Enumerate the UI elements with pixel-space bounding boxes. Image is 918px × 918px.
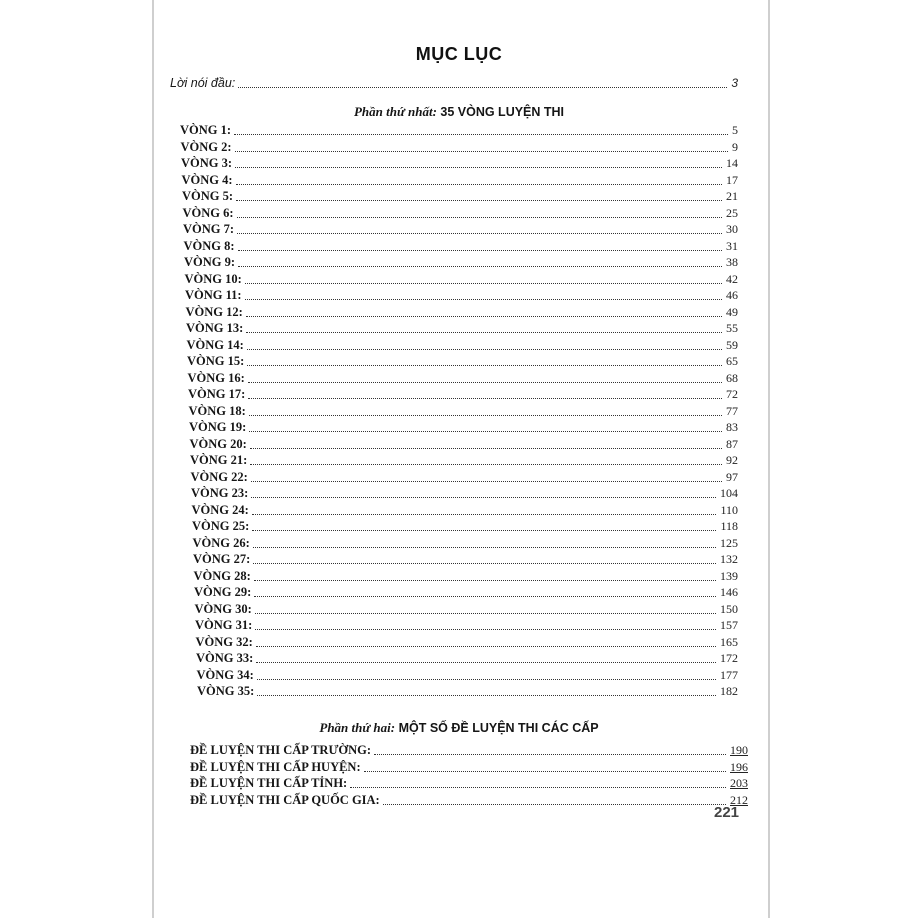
toc-exam-entry	[190, 776, 748, 790]
toc-exam-entry	[190, 743, 748, 757]
dot-leader	[237, 223, 722, 234]
toc-round-entry	[187, 354, 738, 368]
toc-round-page-number: 118	[720, 519, 738, 533]
toc-round-entry	[194, 585, 738, 599]
intro-page-number: 3	[731, 76, 738, 90]
toc-round-label: VÒNG 35:	[197, 684, 255, 698]
toc-round-label: VÒNG 4:	[181, 172, 233, 187]
toc-round-page-number: 146	[720, 585, 738, 599]
toc-round-entry	[183, 222, 738, 236]
toc-round-label: VÒNG 30:	[194, 601, 252, 616]
toc-round-label: VÒNG 21:	[190, 453, 248, 467]
toc-round-entry	[181, 140, 739, 154]
toc-round-page-number: 157	[720, 618, 738, 632]
dot-leader	[245, 273, 722, 284]
dot-leader	[238, 240, 722, 251]
toc-exam-entry	[190, 760, 748, 774]
toc-round-entry	[193, 536, 739, 550]
toc-round-label: VÒNG 24:	[191, 502, 249, 517]
toc-round-label: VÒNG 22:	[190, 469, 248, 484]
toc-round-page-number: 165	[720, 634, 738, 649]
toc-round-label: VÒNG 1:	[180, 123, 232, 137]
toc-round-label: VÒNG 12:	[185, 304, 243, 319]
part-one-separator: :	[432, 104, 437, 119]
toc-round-label: VÒNG 3:	[181, 156, 233, 170]
toc-round-label: VÒNG 29:	[194, 585, 252, 599]
toc-round-entry	[191, 486, 738, 500]
toc-round-page-number: 42	[726, 271, 738, 286]
dot-leader	[249, 405, 722, 416]
dot-leader	[235, 141, 728, 152]
dot-leader	[374, 744, 726, 755]
toc-round-page-number: 30	[726, 222, 738, 236]
dot-leader	[250, 454, 722, 465]
toc-round-label: VÒNG 23:	[191, 486, 249, 500]
dot-leader	[238, 77, 727, 88]
page-right-edge	[768, 0, 770, 918]
dot-leader	[251, 471, 722, 482]
intro-entry	[170, 76, 738, 90]
toc-round-page-number: 172	[720, 651, 738, 665]
toc-round-label: VÒNG 27:	[193, 552, 251, 566]
toc-round-label: VÒNG 33:	[196, 651, 254, 665]
dot-leader	[256, 636, 716, 647]
dot-leader	[248, 388, 722, 399]
toc-round-page-number: 72	[726, 387, 738, 401]
dot-leader	[249, 421, 722, 432]
dot-leader	[250, 438, 722, 449]
toc-round-label: VÒNG 10:	[184, 271, 242, 286]
toc-round-page-number: 17	[726, 172, 738, 187]
dot-leader	[234, 124, 728, 135]
dot-leader	[252, 520, 716, 531]
toc-round-entry	[192, 503, 739, 517]
dot-leader	[251, 487, 716, 498]
toc-round-label: VÒNG 14:	[186, 337, 244, 352]
toc-round-page-number: 182	[720, 684, 738, 698]
toc-round-label: VÒNG 26:	[192, 535, 250, 550]
dot-leader	[350, 777, 726, 788]
dot-leader	[257, 685, 716, 696]
toc-round-page-number: 25	[726, 205, 738, 220]
toc-round-label: VÒNG 20:	[189, 436, 247, 451]
toc-round-entry	[197, 668, 739, 682]
toc-round-page-number: 5	[732, 123, 738, 137]
toc-round-label: VÒNG 11:	[185, 288, 242, 302]
toc-round-label: VÒNG 5:	[182, 189, 234, 203]
dot-leader	[254, 586, 716, 597]
toc-round-label: VÒNG 16:	[187, 370, 245, 385]
toc-round-entry	[191, 470, 739, 484]
toc-round-page-number: 68	[726, 370, 738, 385]
toc-round-entry	[190, 453, 738, 467]
toc-round-page-number: 110	[720, 502, 738, 517]
toc-round-entry	[192, 519, 738, 533]
toc-exam-label: ĐỀ LUYỆN THI CẤP HUYỆN:	[190, 759, 361, 774]
part-one-prefix: Phần thứ nhất	[353, 104, 433, 119]
toc-round-page-number: 59	[726, 337, 738, 352]
dot-leader	[257, 669, 716, 680]
toc-round-label: VÒNG 8:	[183, 238, 235, 253]
toc-round-entry	[187, 338, 739, 352]
toc-round-entry	[185, 272, 739, 286]
toc-exam-label: ĐỀ LUYỆN THI CẤP QUỐC GIA:	[190, 792, 380, 807]
toc-round-page-number: 125	[720, 535, 738, 550]
toc-round-page-number: 49	[726, 304, 738, 319]
dot-leader	[235, 157, 722, 168]
toc-round-entry	[196, 651, 738, 665]
toc-round-entry	[190, 437, 739, 451]
toc-round-label: VÒNG 13:	[186, 321, 244, 335]
toc-round-page-number: 177	[720, 667, 738, 682]
part-one-name: 35 VÒNG LUYỆN THI	[436, 105, 565, 119]
part-two-name: MỘT SỐ ĐỀ LUYỆN THI CÁC CẤP	[395, 721, 599, 735]
toc-round-entry	[194, 569, 739, 583]
part-two-prefix: Phần thứ hai	[319, 720, 391, 735]
toc-round-label: VÒNG 18:	[188, 403, 246, 418]
toc-round-entry	[184, 239, 739, 253]
toc-round-label: VÒNG 7:	[183, 222, 235, 236]
dot-leader	[237, 207, 722, 218]
toc-round-entry	[180, 123, 738, 137]
toc-round-label: VÒNG 25:	[192, 519, 250, 533]
dot-leader	[246, 322, 722, 333]
toc-round-label: VÒNG 31:	[195, 618, 253, 632]
toc-round-page-number: 55	[726, 321, 738, 335]
intro-label: Lời nói đầu:	[170, 76, 236, 90]
dot-leader	[246, 306, 722, 317]
part-two-separator: :	[390, 720, 396, 735]
toc-round-entry	[196, 635, 739, 649]
toc-exam-page-number: 212	[730, 792, 748, 807]
toc-round-page-number: 46	[726, 288, 738, 302]
toc-exam-label: ĐỀ LUYỆN THI CẤP TỈNH:	[190, 776, 348, 790]
page-number: 221	[714, 804, 740, 821]
toc-round-entry	[183, 206, 739, 220]
dot-leader	[364, 761, 726, 772]
toc-round-page-number: 38	[726, 255, 738, 269]
toc-round-label: VÒNG 32:	[195, 634, 253, 649]
toc-round-page-number: 150	[720, 601, 738, 616]
toc-exam-page-number: 203	[730, 776, 748, 790]
toc-round-entry	[182, 173, 739, 187]
toc-round-entry	[189, 404, 739, 418]
toc-round-label: VÒNG 28:	[193, 568, 251, 583]
toc-round-label: VÒNG 9:	[184, 255, 236, 269]
toc-round-page-number: 21	[726, 189, 738, 203]
toc-round-label: VÒNG 17:	[188, 387, 246, 401]
toc-round-entry	[197, 684, 738, 698]
part-two-heading	[0, 720, 918, 736]
dot-leader	[245, 289, 722, 300]
dot-leader	[383, 794, 726, 805]
toc-round-entry	[181, 156, 738, 170]
toc-round-entry	[188, 371, 739, 385]
toc-round-page-number: 92	[726, 453, 738, 467]
toc-round-entry	[195, 618, 738, 632]
toc-round-entry	[186, 321, 738, 335]
toc-round-page-number: 139	[720, 568, 738, 583]
toc-round-page-number: 14	[726, 156, 738, 170]
dot-leader	[252, 504, 717, 515]
dot-leader	[255, 619, 716, 630]
toc-round-entry	[185, 288, 738, 302]
toc-round-label: VÒNG 15:	[187, 354, 245, 368]
toc-exam-page-number: 190	[730, 743, 748, 757]
dot-leader	[247, 339, 722, 350]
page-left-edge	[152, 0, 154, 918]
toc-round-page-number: 87	[726, 436, 738, 451]
toc-round-entry	[188, 387, 738, 401]
dot-leader	[253, 537, 716, 548]
toc-round-entry	[189, 420, 738, 434]
toc-round-page-number: 9	[732, 139, 738, 154]
dot-leader	[253, 553, 716, 564]
toc-round-page-number: 97	[726, 469, 738, 484]
dot-leader	[238, 256, 722, 267]
toc-round-page-number: 104	[720, 486, 738, 500]
toc-round-page-number: 31	[726, 238, 738, 253]
toc-round-page-number: 65	[726, 354, 738, 368]
toc-round-entry	[186, 305, 739, 319]
toc-round-label: VÒNG 2:	[180, 139, 232, 154]
toc-round-label: VÒNG 19:	[189, 420, 247, 434]
toc-exam-entry	[190, 793, 748, 807]
dot-leader	[255, 603, 716, 614]
dot-leader	[256, 652, 716, 663]
toc-round-entry	[195, 602, 739, 616]
part-one-heading	[0, 104, 918, 120]
toc-round-entry	[182, 189, 738, 203]
toc-exam-label: ĐỀ LUYỆN THI CẤP TRƯỜNG:	[190, 743, 372, 757]
dot-leader	[247, 355, 722, 366]
toc-round-label: VÒNG 34:	[196, 667, 254, 682]
toc-round-entry	[193, 552, 738, 566]
dot-leader	[236, 190, 722, 201]
toc-round-entry	[184, 255, 738, 269]
toc-round-label: VÒNG 6:	[182, 205, 234, 220]
page-title: MỤC LỤC	[415, 44, 503, 64]
toc-round-page-number: 77	[726, 403, 738, 418]
dot-leader	[236, 174, 722, 185]
dot-leader	[254, 570, 716, 581]
toc-exam-page-number: 196	[730, 759, 748, 774]
dot-leader	[248, 372, 722, 383]
toc-round-page-number: 132	[720, 552, 738, 566]
toc-round-page-number: 83	[726, 420, 738, 434]
